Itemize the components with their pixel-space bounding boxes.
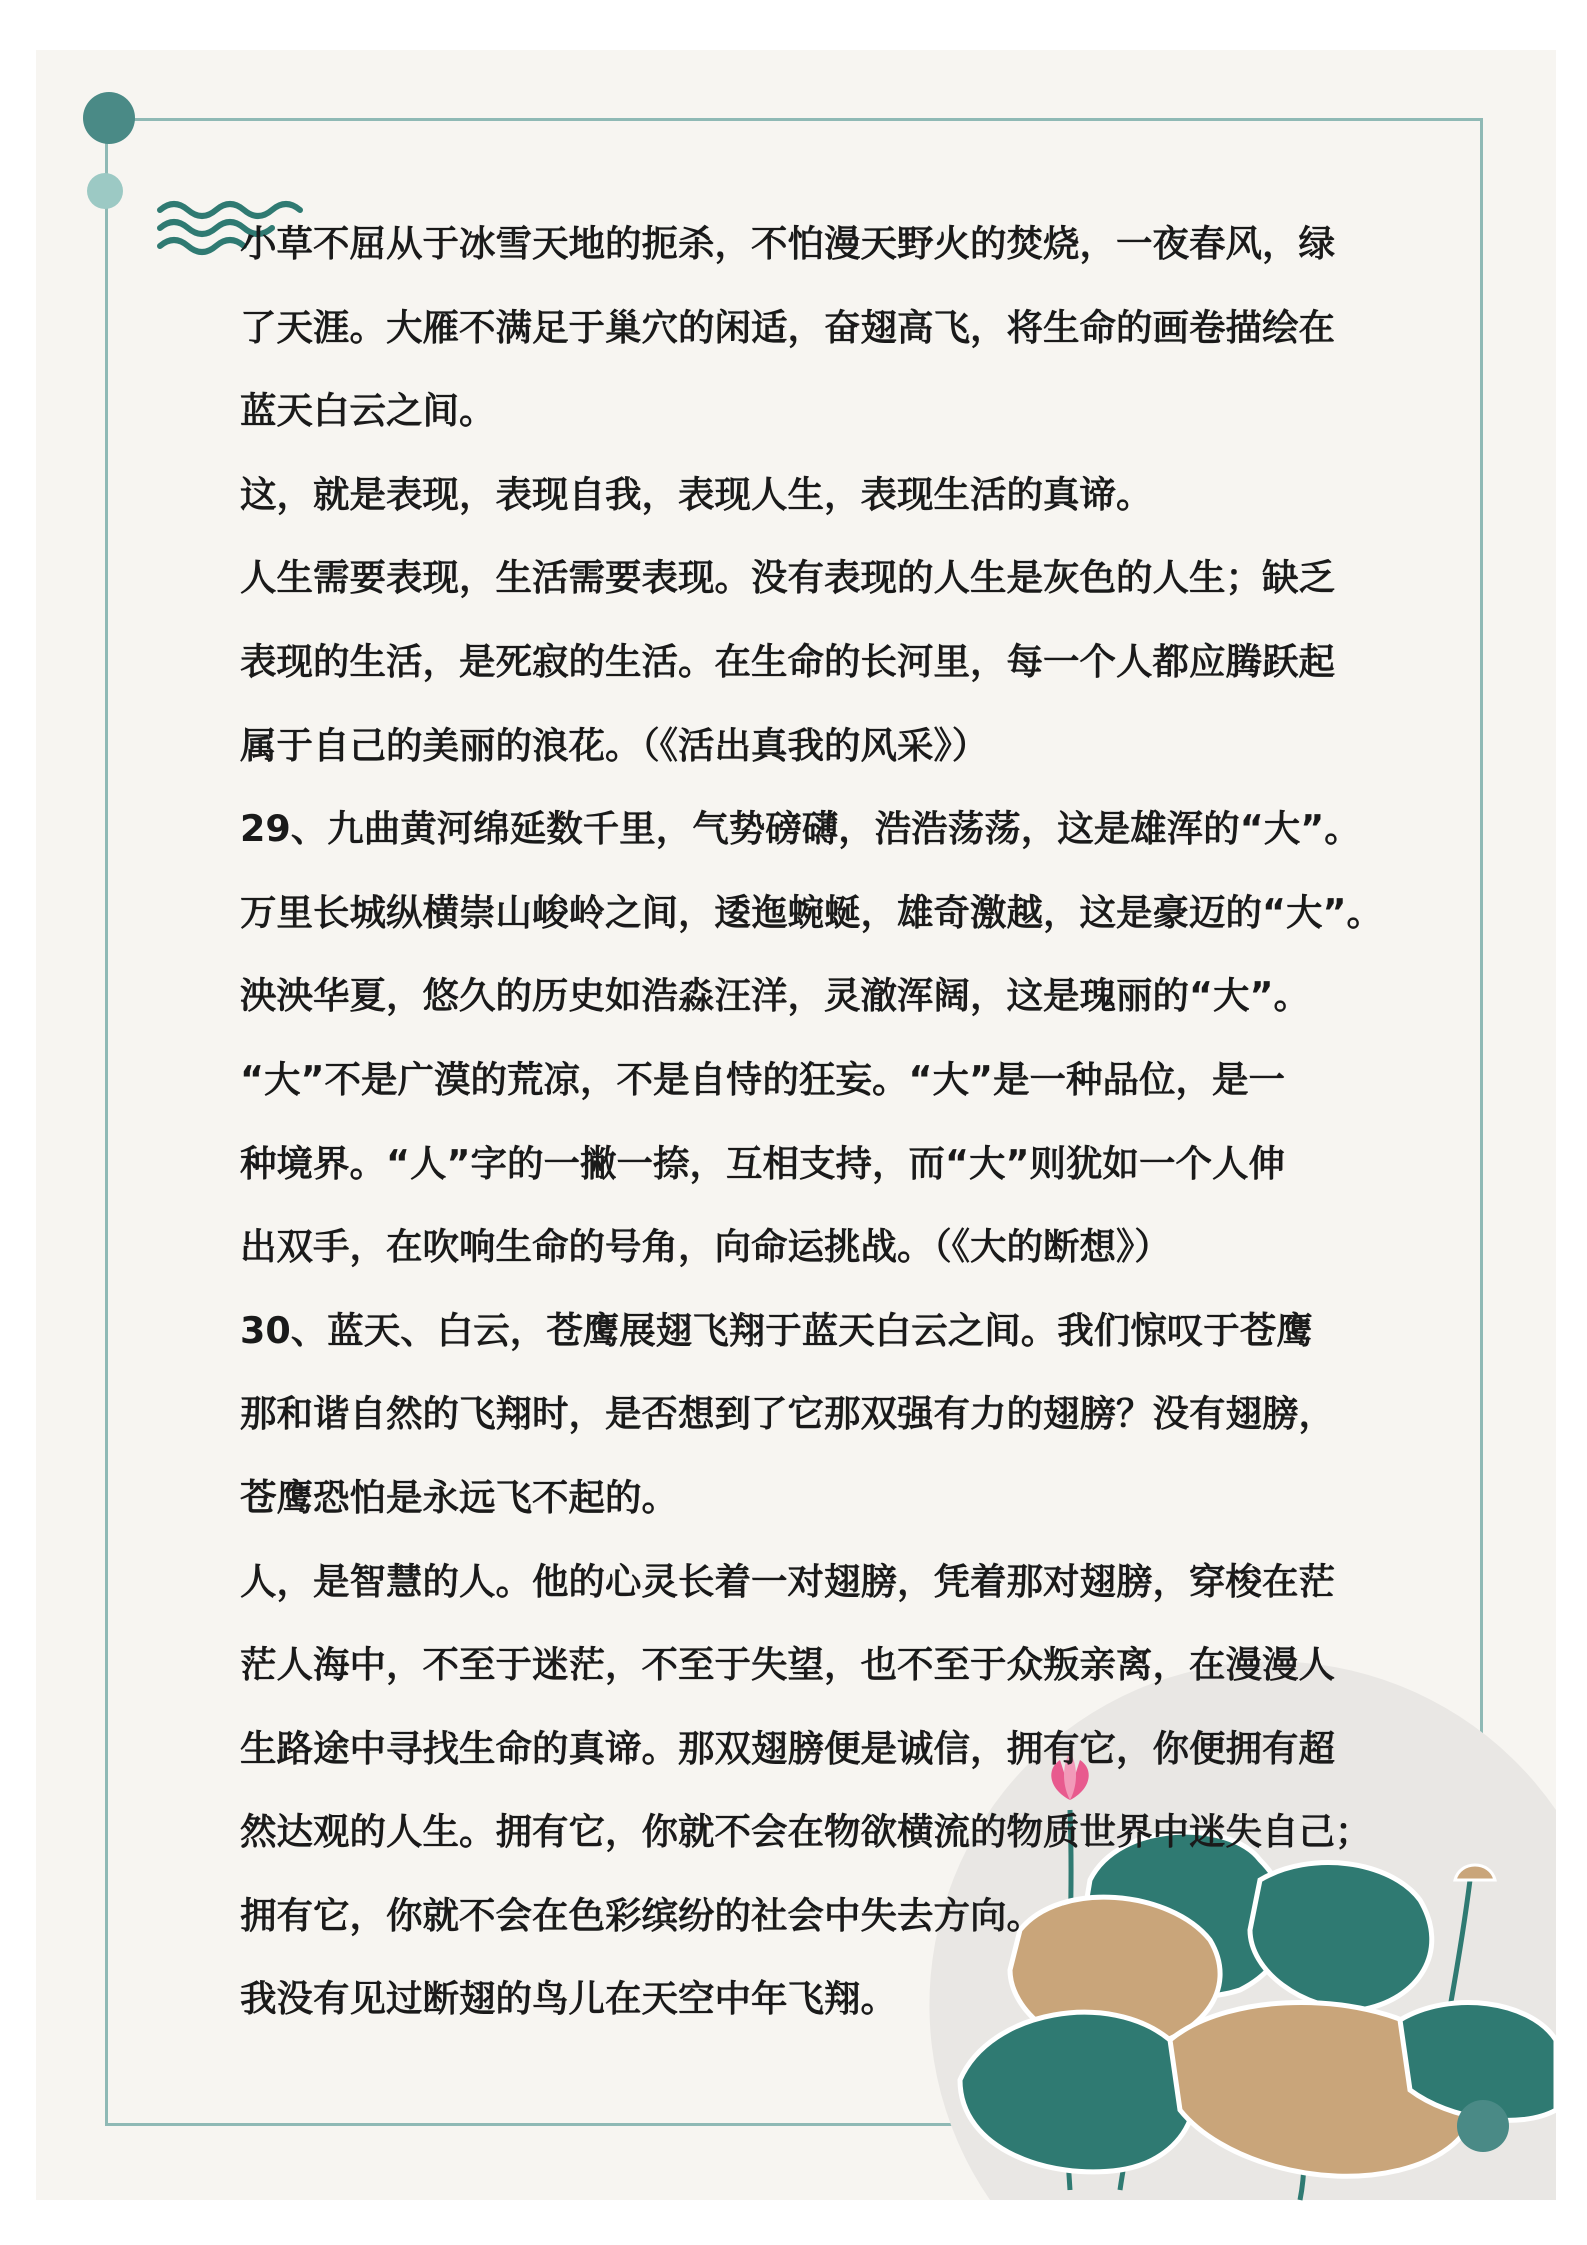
text-line: 人，是智慧的人。他的心灵长着一对翅膀，凭着那对翅膀，穿梭在茫 [240, 1559, 1335, 1603]
text-line: 出双手，在吹响生命的号角，向命运挑战。（《大的断想》） [240, 1225, 1171, 1269]
text-line: 苍鹰恐怕是永远飞不起的。 [240, 1475, 678, 1519]
article-body [240, 202, 1383, 2041]
text-line: 这，就是表现，表现自我，表现人生，表现生活的真谛。 [240, 472, 1153, 516]
text-line: 泱泱华夏，悠久的历史如浩淼汪洋，灵澈浑阔，这是瑰丽的“大”。 [240, 974, 1310, 1018]
text-line: 小草不屈从于冰雪天地的扼杀，不怕漫天野火的焚烧，一夜春风，绿 [240, 222, 1335, 265]
text-line: 那和谐自然的飞翔时，是否想到了它那双强有力的翅膀？没有翅膀， [240, 1392, 1335, 1436]
text-line: 茫人海中，不至于迷茫，不至于失望，也不至于众叛亲离，在漫漫人 [240, 1643, 1335, 1687]
text-line: 属于自己的美丽的浪花。（《活出真我的风采》） [240, 723, 989, 767]
text-line: “大”不是广漠的荒凉，不是自恃的狂妄。“大”是一种品位，是一 [240, 1057, 1285, 1101]
text-line: 我没有见过断翅的鸟儿在天空中年飞翔。 [240, 1977, 897, 2021]
text-line: 29、九曲黄河绵延数千里，气势磅礴，浩浩荡荡，这是雄浑的“大”。 [240, 807, 1361, 851]
text-line: 生路途中寻找生命的真谛。那双翅膀便是诚信，拥有它，你便拥有超 [240, 1726, 1335, 1770]
text-line: 人生需要表现，生活需要表现。没有表现的人生是灰色的人生；缺乏 [240, 556, 1335, 600]
text-line: 拥有它，你就不会在色彩缤纷的社会中失去方向。 [240, 1893, 1043, 1937]
text-line: 30、蓝天、白云，苍鹰展翅飞翔于蓝天白云之间。我们惊叹于苍鹰 [240, 1308, 1313, 1352]
text-line: 蓝天白云之间。 [240, 389, 496, 433]
text-line: 种境界。“人”字的一撇一捺，互相支持，而“大”则犹如一个人伸 [240, 1141, 1285, 1185]
decor-circle-light [87, 173, 123, 209]
decor-circle-dark [83, 92, 135, 144]
text-line: 万里长城纵横崇山峻岭之间，逶迤蜿蜒，雄奇激越，这是豪迈的“大”。 [240, 890, 1383, 934]
text-line: 了天涯。大雁不满足于巢穴的闲适，奋翅高飞，将生命的画卷描绘在 [240, 305, 1335, 349]
text-line: 表现的生活，是死寂的生活。在生命的长河里，每一个人都应腾跃起 [240, 639, 1335, 683]
text-line: 然达观的人生。拥有它，你就不会在物欲横流的物质世界中迷失自己； [240, 1810, 1372, 1854]
decor-circle-bottom [1457, 2100, 1509, 2152]
